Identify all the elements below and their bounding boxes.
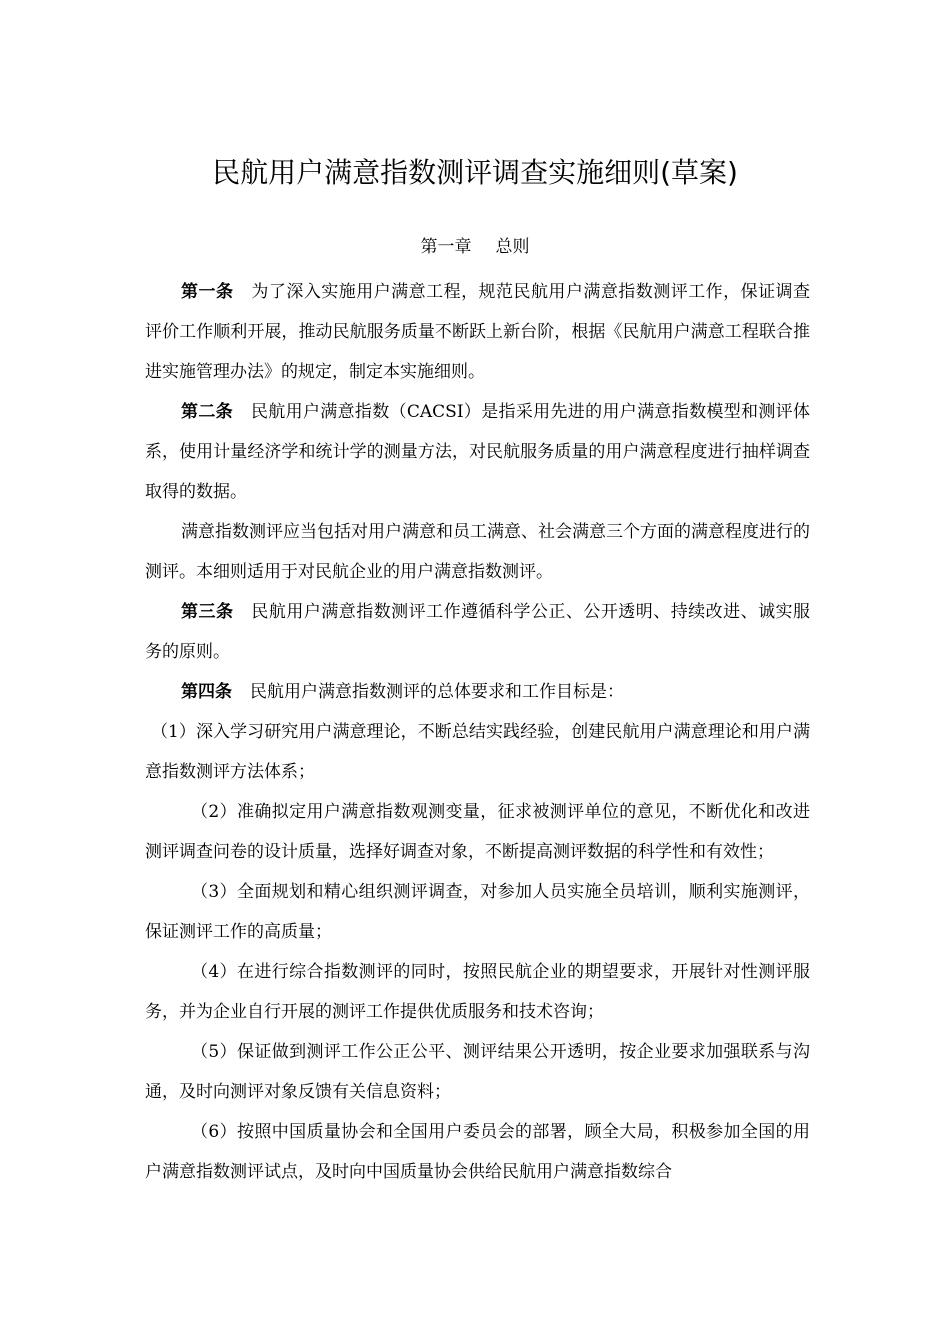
paragraph-text: 民航用户满意指数测评工作遵循科学公正、公开透明、持续改进、诚实服务的原则。 [145,602,811,662]
article-3 [145,592,810,672]
list-item-4 [145,952,810,1032]
paragraph-text: （1）深入学习研究用户满意理论，不断总结实践经验，创建民航用户满意理论和用户满意指数测评方法体系； [145,722,810,782]
paragraph-text: （2）准确拟定用户满意指数观测变量，征求被测评单位的意见，不断优化和改进测评调查问卷的设计质量，选择好调查对象，不断提高测评数据的科学性和有效性； [145,802,810,862]
document-body [145,272,810,1192]
article-label: 第三条 [181,602,234,622]
paragraph-text: （3）全面规划和精心组织测评调查，对参加人员实施全员培训，顺利实施测评，保证测评工作的高质量； [145,882,810,942]
list-item-3 [145,872,810,952]
article-label: 第一条 [181,282,234,302]
article-2-continued [145,512,810,592]
paragraph-text: （4）在进行综合指数测评的同时，按照民航企业的期望要求，开展针对性测评服务，并为企业自行开展的测评工作提供优质服务和技术咨询； [145,962,810,1022]
list-item-6 [145,1112,810,1192]
article-label: 第四条 [181,682,232,702]
paragraph-text: （5）保证做到测评工作公正公平、测评结果公开透明，按企业要求加强联系与沟通，及时向测评对象反馈有关信息资料； [145,1042,810,1102]
list-item-2 [145,792,810,872]
article-1 [145,272,810,392]
article-2 [145,392,810,512]
paragraph-text: 为了深入实施用户满意工程，规范民航用户满意指数测评工作，保证调查评价工作顺利开展，推动民航服务质量不断跃上新台阶，根据《民航用户满意工程联合推进实施管理办法》的规定，制定本实施细则。 [145,282,811,382]
paragraph-text: （6）按照中国质量协会和全国用户委员会的部署，顾全大局，积极参加全国的用户满意指数测评试点，及时向中国质量协会供给民航用户满意指数综合 [145,1122,810,1182]
list-item-1 [145,712,810,792]
document-title: 民航用户满意指数测评调查实施细则(草案) [212,156,738,189]
paragraph-text: 民航用户满意指数（CACSI）是指采用先进的用户满意指数模型和测评体系，使用计量经济学和统计学的测量方法，对民航服务质量的用户满意程度进行抽样调查取得的数据。 [145,402,811,502]
list-item-5 [145,1032,810,1112]
chapter-heading [0,232,950,262]
article-4 [145,672,810,712]
article-label: 第二条 [181,402,233,422]
chapter-name: 总则 [495,237,530,257]
paragraph-text: 满意指数测评应当包括对用户满意和员工满意、社会满意三个方面的满意程度进行的测评。本细则适用于对民航企业的用户满意指数测评。 [145,522,810,582]
paragraph-text: 民航用户满意指数测评的总体要求和工作目标是： [250,682,624,702]
chapter-number: 第一章 [420,237,472,257]
